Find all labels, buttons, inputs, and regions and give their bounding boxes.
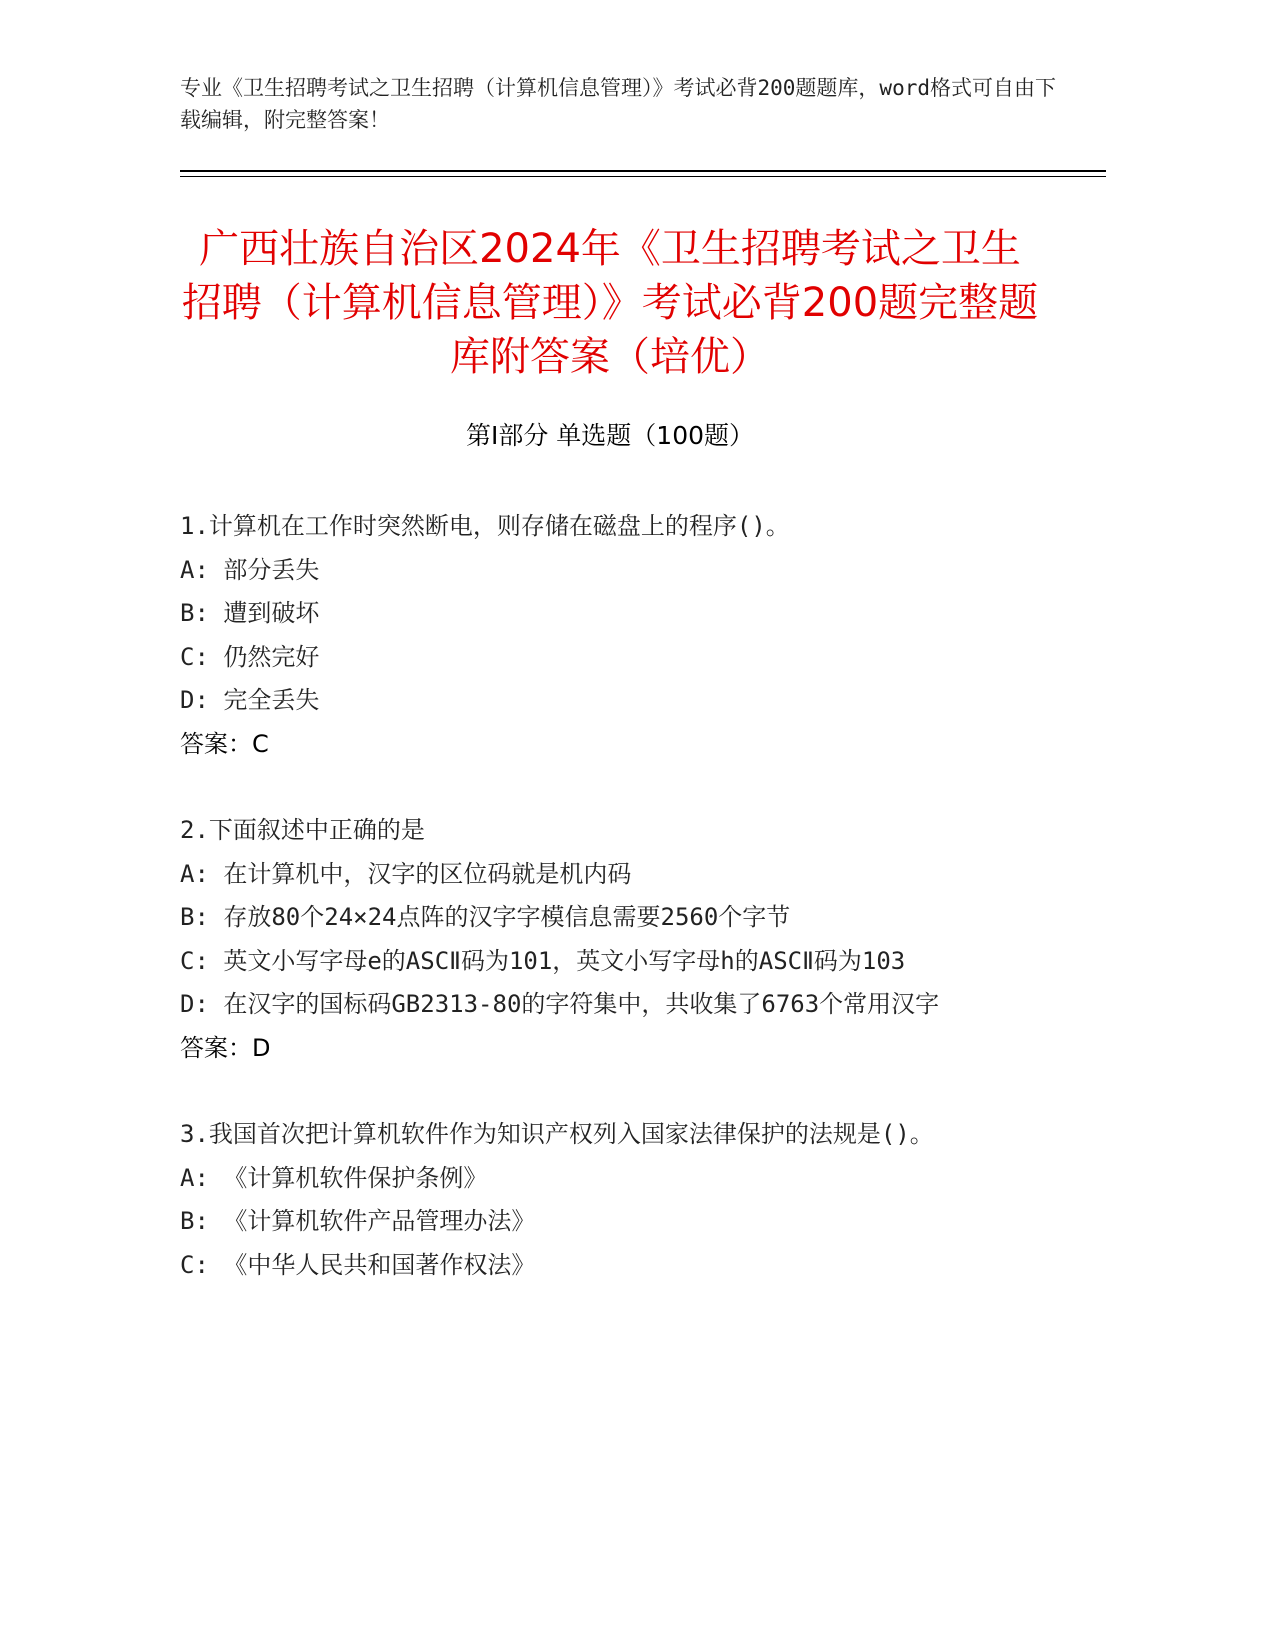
- option-a: A: 在计算机中，汉字的区位码就是机内码: [180, 859, 632, 888]
- question-stem: 2.下面叙述中正确的是: [180, 816, 425, 844]
- question-stem: 3.我国首次把计算机软件作为知识产权列入国家法律保护的法规是()。: [180, 1120, 934, 1148]
- option-c: C: 仍然完好: [180, 642, 320, 671]
- answer-line: [180, 1027, 1010, 1071]
- answer-label: 答案：: [180, 729, 252, 758]
- option-b: B: 遭到破坏: [180, 599, 320, 627]
- document-title: 广西壮族自治区2024年《卫生招聘考试之卫生招聘（计算机信息管理）》考试必背200题完整题库附答案（培优）: [181, 226, 1039, 380]
- question-list: [180, 505, 1010, 1330]
- answer-value: D: [252, 1033, 271, 1062]
- question-item: [180, 505, 1010, 766]
- option-d: D: 在汉字的国标码GB2313-80的字符集中，共收集了6763个常用汉字: [180, 990, 940, 1018]
- option-b: B: 《计算机软件产品管理办法》: [180, 1207, 536, 1235]
- header-rule-thin: [180, 176, 1106, 177]
- option-a: A: 部分丢失: [180, 555, 320, 584]
- option-a: A: 《计算机软件保护条例》: [180, 1163, 488, 1192]
- option-b: B: 存放80个24×24点阵的汉字字模信息需要2560个字节: [180, 903, 791, 931]
- answer-line: [180, 723, 1010, 767]
- option-c: C: 英文小写字母e的ASCⅡ码为101，英文小写字母h的ASCⅡ码为103: [180, 946, 906, 975]
- header-rule-thick: [180, 170, 1106, 172]
- header-note: 专业《卫生招聘考试之卫生招聘（计算机信息管理）》考试必背200题题库，word格式可自由下载编辑，附完整答案！: [180, 76, 1056, 132]
- option-c: C: 《中华人民共和国著作权法》: [180, 1250, 536, 1279]
- section-title: 第Ⅰ部分 单选题（100题）: [465, 421, 755, 450]
- question-item: [180, 1113, 1010, 1287]
- question-stem: 1.计算机在工作时突然断电，则存储在磁盘上的程序()。: [180, 512, 790, 540]
- answer-label: 答案：: [180, 1033, 252, 1062]
- answer-value: C: [252, 729, 269, 758]
- option-d: D: 完全丢失: [180, 686, 320, 714]
- question-item: [180, 809, 1010, 1070]
